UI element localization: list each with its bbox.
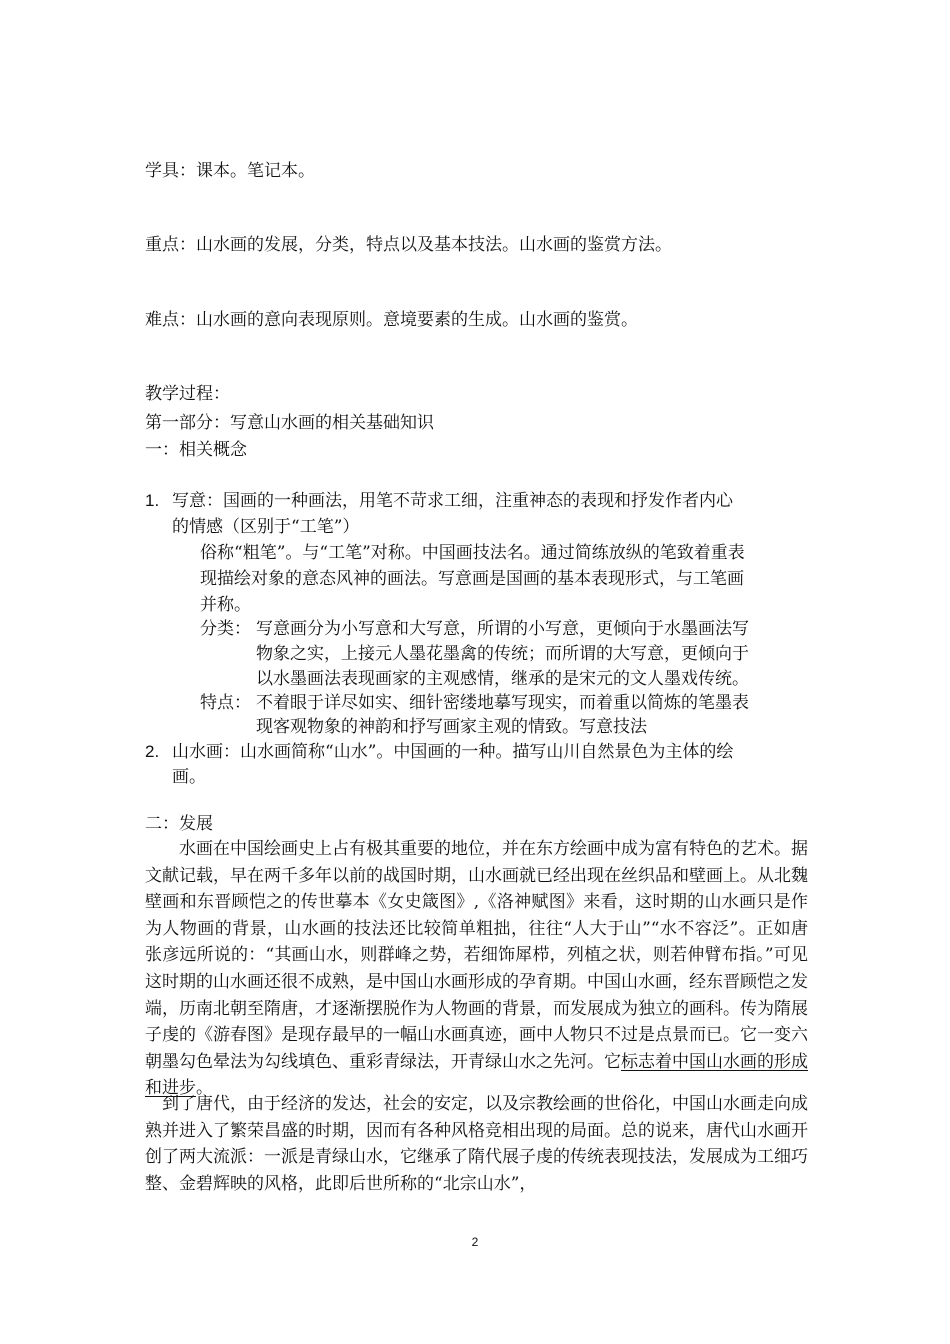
paragraph-tang-dynasty: 到了唐代，由于经济的发达，社会的安定，以及宗教绘画的世俗化，中国山水画走向成熟并进入了繁荣昌盛的时期，因而有各种风格竞相出现的局面。总的说来，唐代山水画开创了两大流派：一派是青绿山水，它继承了隋代展子虔的传统表现技法，发展成为工细巧整、金碧辉映的风格，此即后世所称的“北宗山水”， <box>145 1094 808 1194</box>
key-points-line: 重点：山水画的发展，分类，特点以及基本技法。山水画的鉴赏方法。 <box>145 235 672 255</box>
item1-sub2-label: 分类： <box>200 619 251 639</box>
page-number: 2 <box>471 1235 479 1249</box>
item1-line1: 写意：国画的一种画法，用笔不苛求工细，注重神态的表现和抒发作者内心 <box>172 491 733 511</box>
paragraph-development-end: 。 <box>196 1078 213 1099</box>
item1-sub2-line: 物象之实，上接元人墨花墨禽的传统；而所谓的大写意，更倾向于 <box>256 644 749 664</box>
section1-heading: 一：相关概念 <box>145 440 247 460</box>
item1-sub2-line: 以水墨画法表现画家的主观感情，继承的是宋元的文人墨戏传统。 <box>256 669 749 689</box>
paragraph-development <box>145 836 808 1102</box>
item2-number: 2. <box>145 742 160 761</box>
underlined-phrase: 标志着中国山水画的形成和进步 <box>145 1051 808 1099</box>
paragraph-development-text: 水画在中国绘画史上占有极其重要的地位，并在东方绘画中成为富有特色的艺术。据文献记载，早在两千多年以前的战国时期，山水画就已经出现在丝织品和壁画上。从北魏壁画和东晋顾恺之的传世摹本《女史箴图》,《洛神赋图》来看，这时期的山水画只是作为人物画的背景，山水画的技法还比较简单粗拙，往往“人大于山”“水不容泛”。正如唐张彦远所说的：“其画山水，则群峰之势，若细饰犀栉，列植之状，则若伸臂布指。”可见这时期的山水画还很不成熟，是中国山水画形成的孕育期。中国山水画，经东晋顾恺之发端，历南北朝至隋唐，才逐渐摆脱作为人物画的背景，而发展成为独立的画科。传为隋展子虔的《游春图》是现存最早的一幅山水画真迹，画中人物只不过是点景而已。它一变六朝墨勾色晕法为勾线填色、重彩青绿法，开青绿山水之先河。它 <box>145 839 808 1072</box>
section2-heading: 二：发展 <box>145 814 213 834</box>
item2-line1: 山水画：山水画简称“山水”。中国画的一种。描写山川自然景色为主体的绘 <box>172 742 734 762</box>
item1-sub1-line: 并称。 <box>200 595 251 615</box>
item2-line2: 画。 <box>172 767 206 787</box>
process-heading: 教学过程： <box>145 384 230 404</box>
item1-line2: 的情感（区别于“工笔”） <box>172 517 360 537</box>
difficulties-line: 难点：山水画的意向表现原则。意境要素的生成。山水画的鉴赏。 <box>145 310 638 330</box>
item1-sub3-line: 不着眼于详尽如实、细针密缕地摹写现实，而着重以简炼的笔墨表 <box>256 693 749 713</box>
item1-sub1-line: 俗称“粗笔”。与“工笔”对称。中国画技法名。通过简练放纵的笔致着重表 <box>200 543 745 563</box>
item1-number: 1. <box>145 491 160 510</box>
item1-sub1-line: 现描绘对象的意态风神的画法。写意画是国画的基本表现形式，与工笔画 <box>200 569 744 589</box>
item1-sub3-label: 特点： <box>200 693 251 713</box>
materials-line: 学具：课本。笔记本。 <box>145 161 315 181</box>
part1-heading: 第一部分：写意山水画的相关基础知识 <box>145 413 434 433</box>
item1-sub2-line: 写意画分为小写意和大写意，所谓的小写意，更倾向于水墨画法写 <box>256 619 749 639</box>
item1-sub3-line: 现客观物象的神韵和抒写画家主观的情致。写意技法 <box>256 717 647 737</box>
